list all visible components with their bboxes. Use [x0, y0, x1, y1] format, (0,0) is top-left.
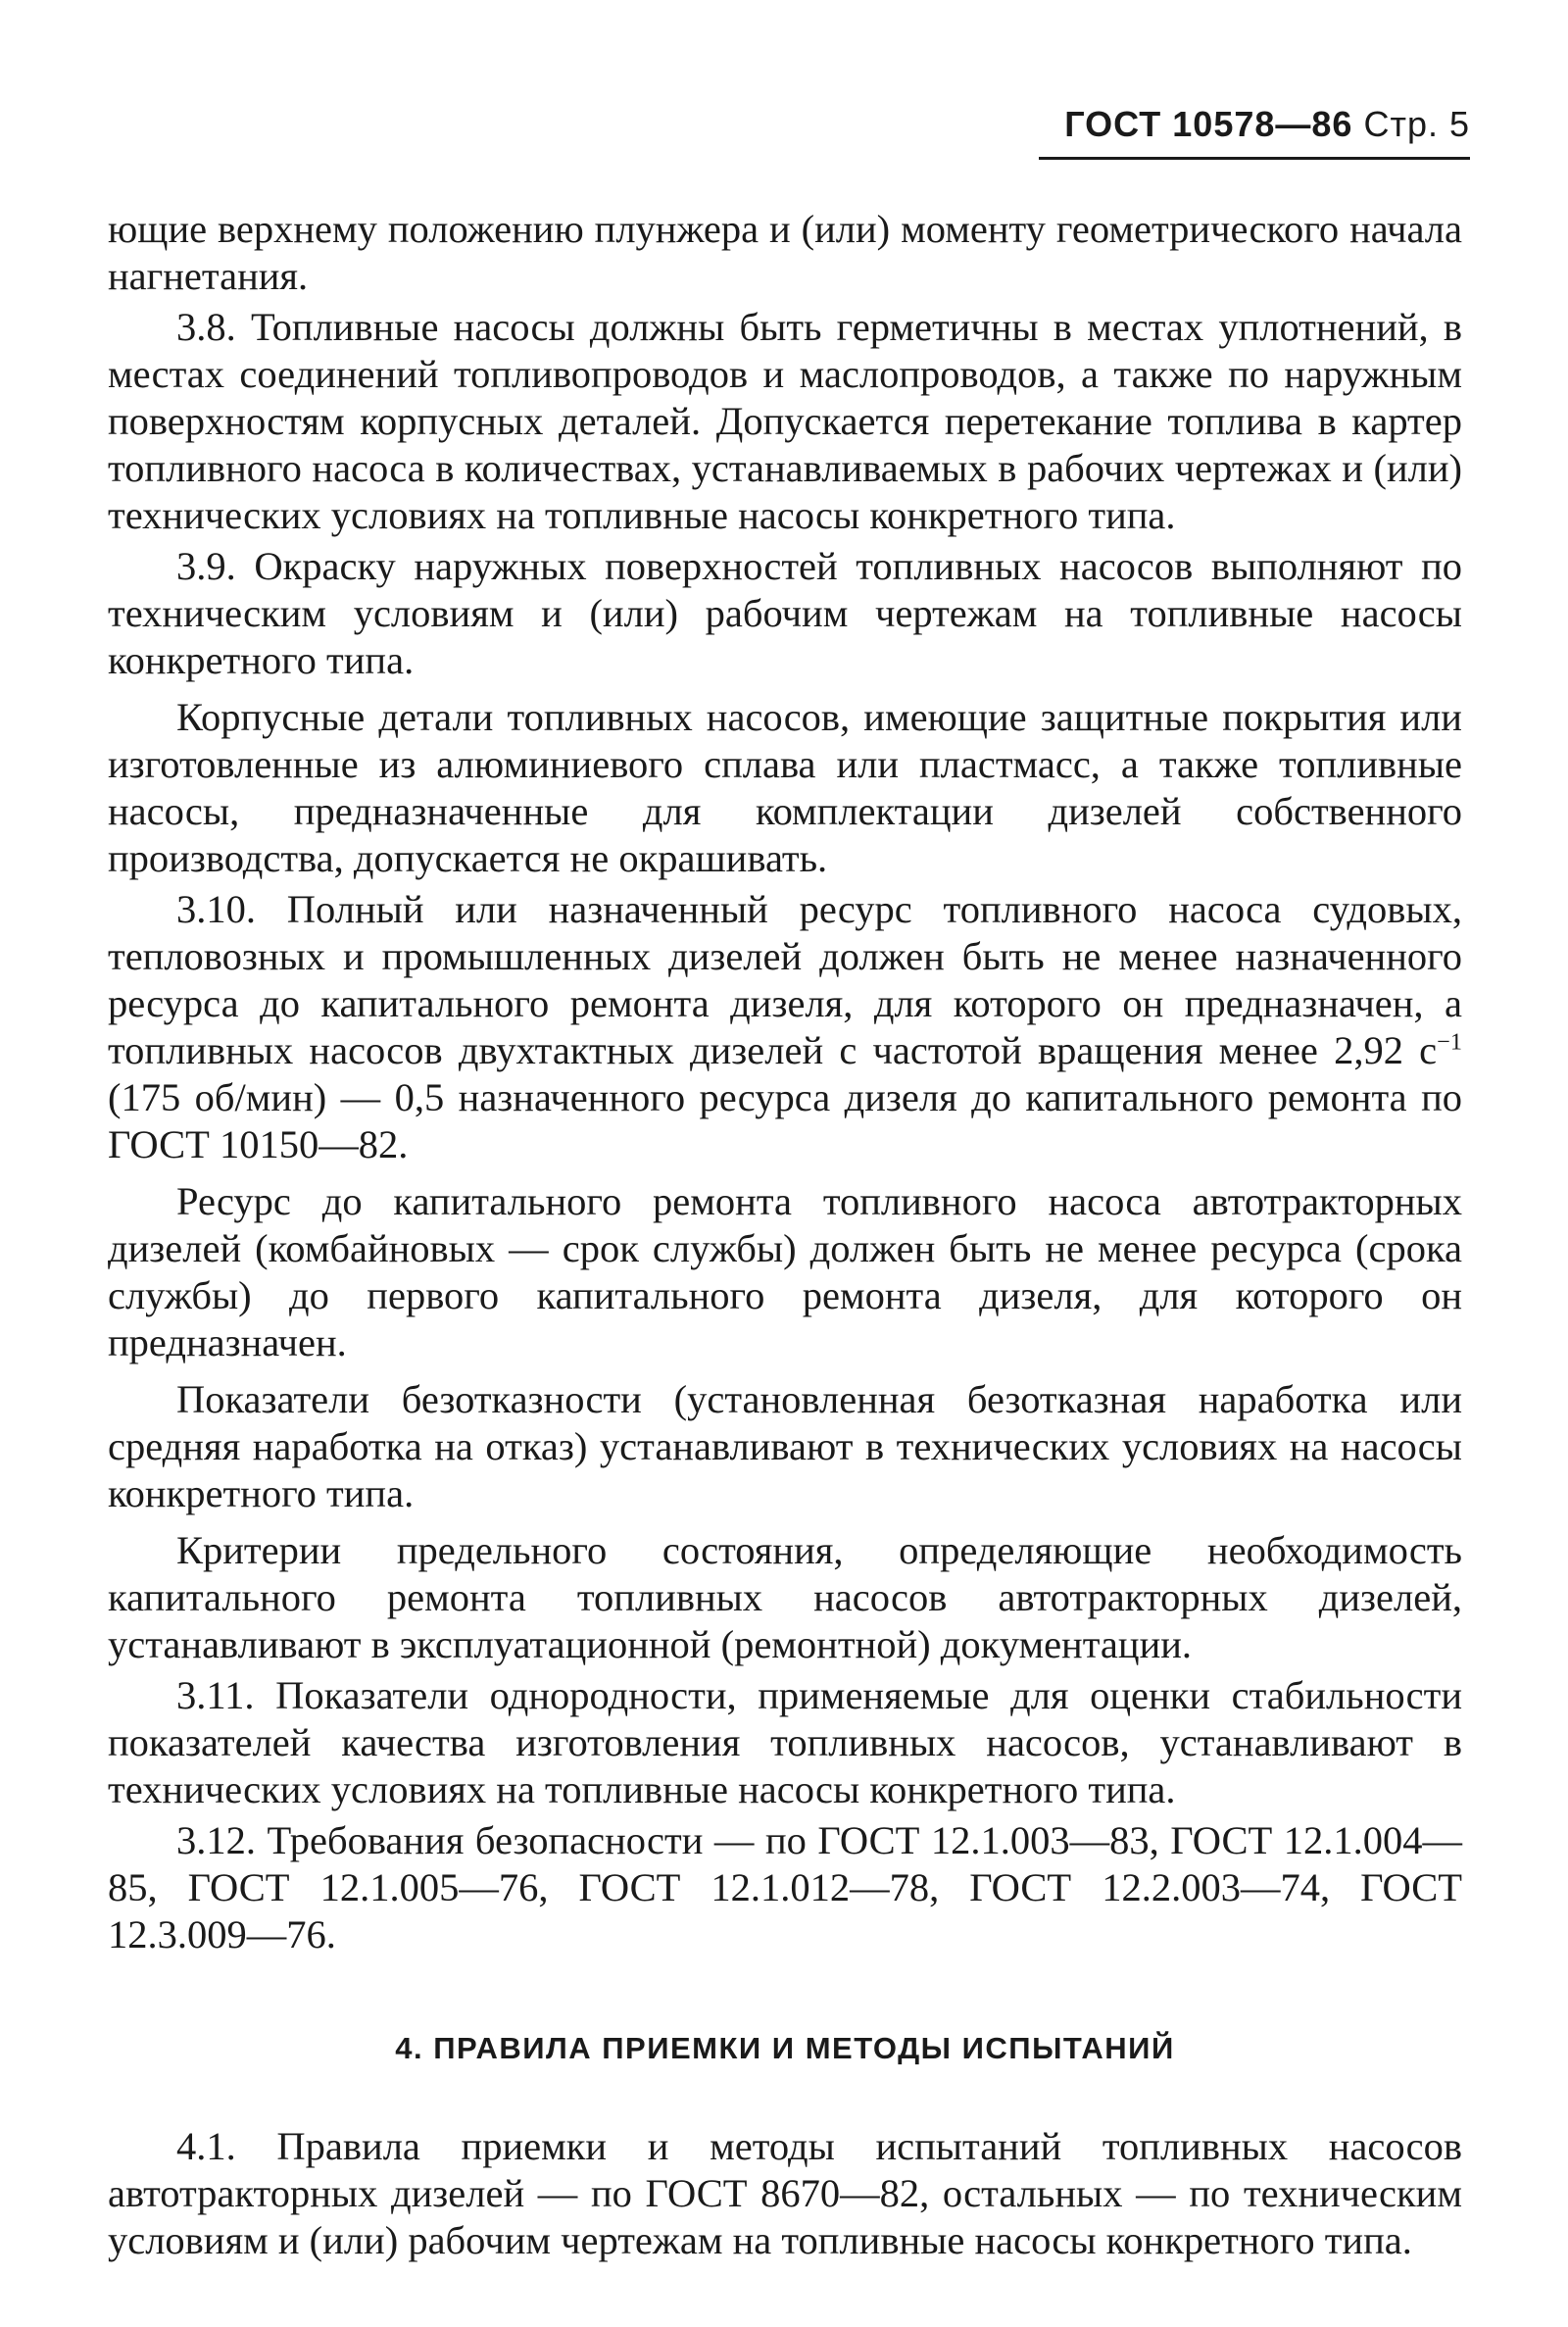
paragraph-resource: Ресурс до капитального ремонта топливного насоса автотракторных дизелей (комбайновых — срок службы) должен быть не менее ресурса (срока службы) до первого капитального ремонта дизеля, для которого он предназначен. — [108, 1179, 1462, 1364]
paragraph-coating-exemption: Корпусные детали топливных насосов, имеющие защитные покрытия или изготовленные из алюминиевого сплава или пластмасс, а также топливные насосы, предназначенные для комплектации дизелей собственного производства, допускается не окрашивать. — [108, 695, 1462, 880]
paragraph-reliability: Показатели безотказности (установленная безотказная наработка или средняя наработка на отказ) устанавливают в технических условиях на насосы конкретного типа. — [108, 1377, 1462, 1515]
paragraph-3-9: 3.9. Окраску наружных поверхностей топливных насосов выполняют по техническим условиям и (или) рабочим чертежам на топливные насосы конкретного типа. — [108, 544, 1462, 682]
page-number: Стр. 5 — [1363, 104, 1470, 144]
running-header — [1039, 104, 1470, 160]
p310-text-end: (175 об/мин) — 0,5 назначенного ресурса дизеля до капитального ремонта по ГОСТ 10150—82. — [108, 1075, 1462, 1166]
standard-number: ГОСТ 10578—86 — [1064, 104, 1353, 144]
paragraph-3-8: 3.8. Топливные насосы должны быть герметичны в местах уплотнений, в местах соединений топливопроводов и маслопроводов, а также по наружным поверхностям корпусных деталей. Допускается перетекание топлива в картер топливного насоса в количествах, устанавливаемых в рабочих чертежах и (или) технических условиях на топливные насосы конкретного типа. — [108, 305, 1462, 537]
paragraph-continuation: ющие верхнему положению плунжера и (или) моменту геометрического начала нагнетания. — [108, 207, 1462, 298]
paragraph-limit-state: Критерии предельного состояния, определяющие необходимость капитального ремонта топливных насосов автотракторных дизелей, устанавливают в эксплуатационной (ремонтной) документации. — [108, 1528, 1462, 1666]
paragraph-4-1: 4.1. Правила приемки и методы испытаний топливных насосов автотракторных дизелей — по ГОСТ 8670—82, остальных — по техническим условиям и (или) рабочим чертежам на топливные насосы конкретного типа. — [108, 2124, 1462, 2262]
paragraph-3-10 — [108, 886, 1462, 1168]
section-heading: 4. ПРАВИЛА ПРИЕМКИ И МЕТОДЫ ИСПЫТАНИЙ — [395, 2031, 1175, 2065]
body-text — [108, 206, 1462, 2264]
paragraph-3-12: 3.12. Требования безопасности — по ГОСТ 12.1.003—83, ГОСТ 12.1.004—85, ГОСТ 12.1.005—76, ГОСТ 12.1.012—78, ГОСТ 12.2.003—74, ГОСТ 12.3.009—76. — [108, 1818, 1462, 1956]
p310-text-start: 3.10. Полный или назначенный ресурс топливного насоса судовых, тепловозных и промышленных дизелей должен быть не менее назначенного ресурса до капитального ремонта дизеля, для которого он предназначен, а топливных насосов двухтактных дизелей с частотой вращения менее 2,92 с — [108, 887, 1462, 1072]
p310-superscript: −1 — [1437, 1028, 1462, 1056]
paragraph-3-11: 3.11. Показатели однородности, применяемые для оценки стабильности показателей качества изготовления топливных насосов, устанавливают в технических условиях на топливные насосы конкретного типа. — [108, 1673, 1462, 1811]
